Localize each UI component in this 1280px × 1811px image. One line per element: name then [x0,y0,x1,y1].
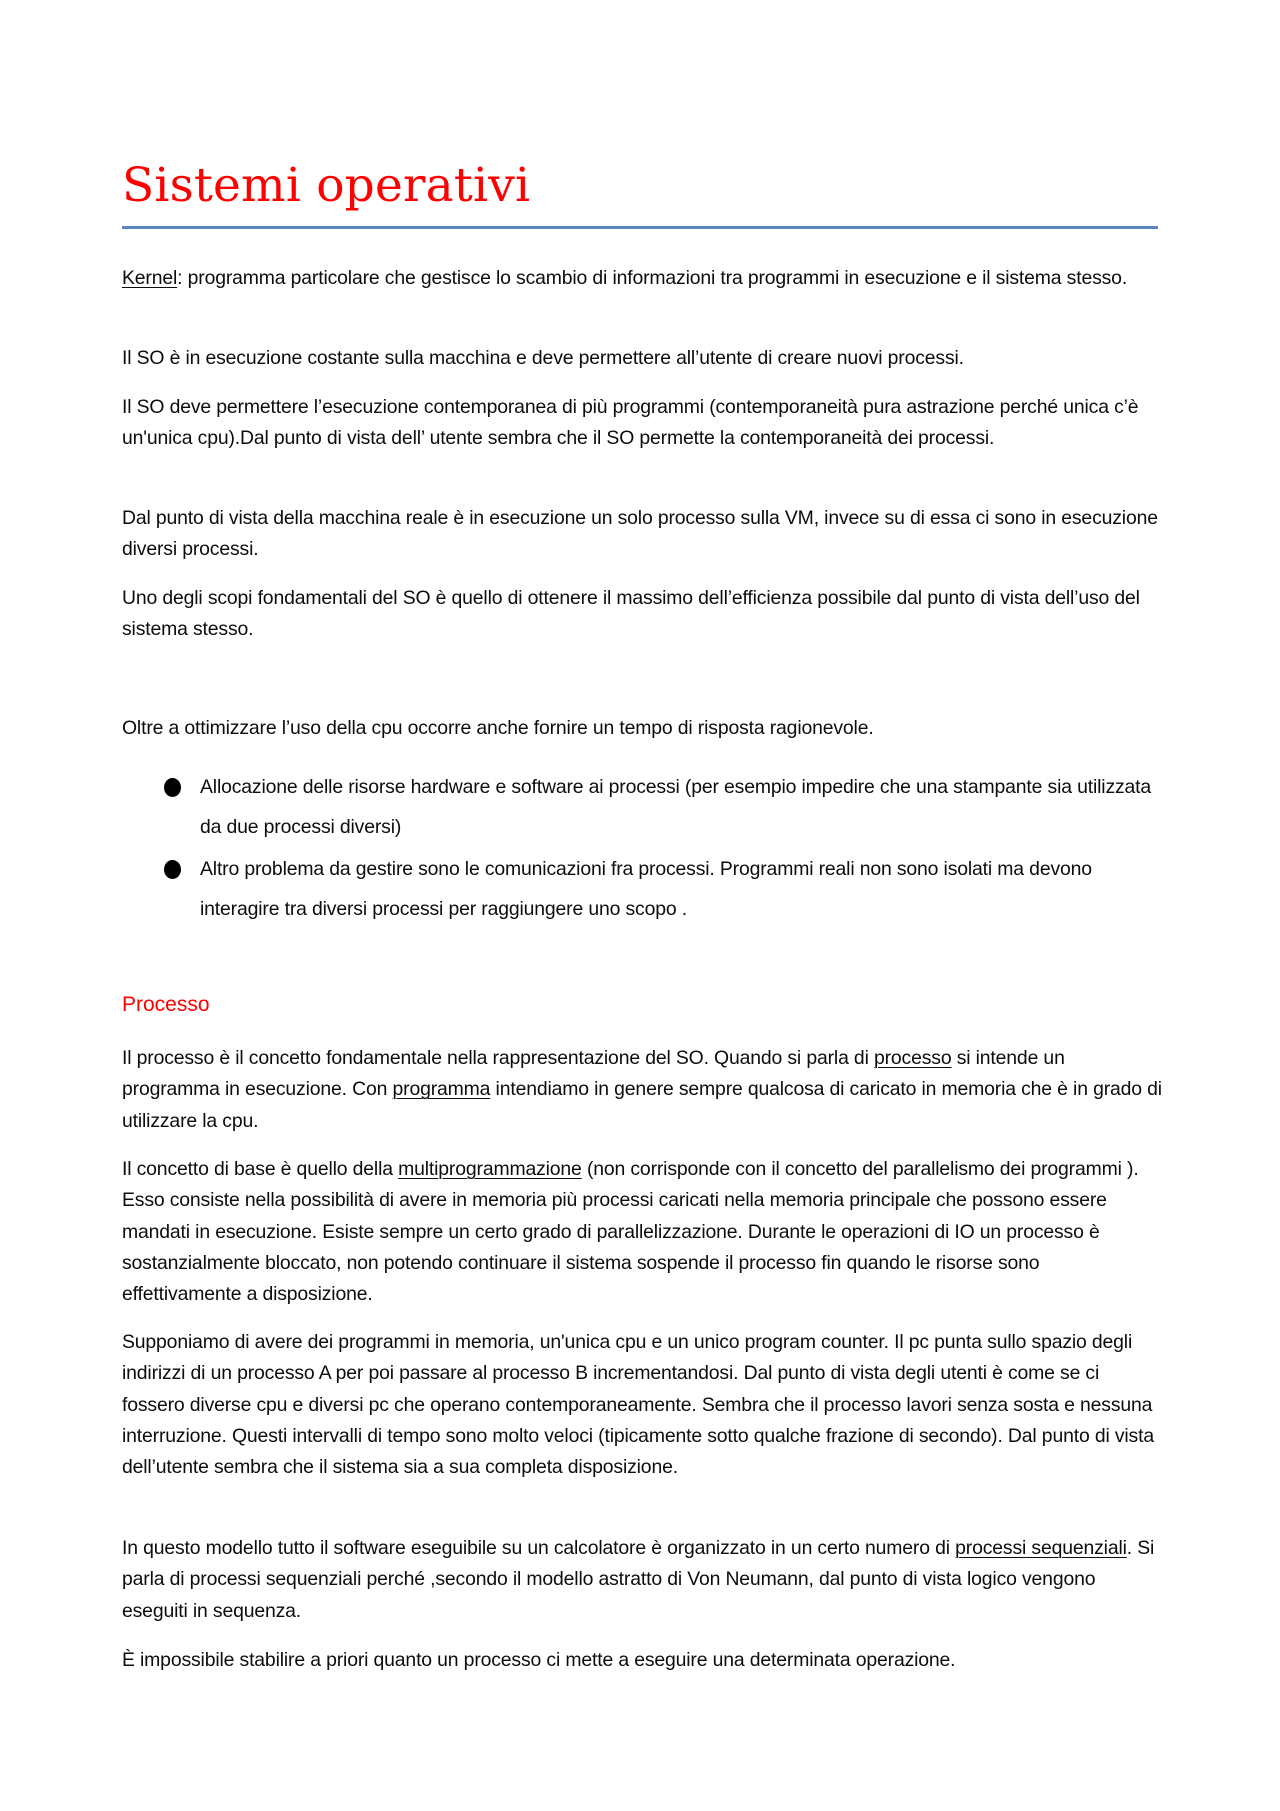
term-multiprogrammazione: multiprogrammazione [398,1158,582,1180]
text-run: Il concetto di base è quello della [122,1158,399,1180]
text-run: In questo modello tutto il software eseguibile su un calcolatore è organizzato in un certo numero di [122,1537,956,1559]
processo-paragraph-2 [122,1154,1162,1310]
intro-paragraph-5: Uno degli scopi fondamentali del SO è quello di ottenere il massimo dell’efficienza possibile dal punto di vista dell’uso del sistema stesso. [122,587,1140,641]
term-processi-sequenziali: processi sequenziali [955,1537,1127,1559]
bullet-list [122,767,1162,931]
intro-paragraph-6: Oltre a ottimizzare l’uso della cpu occorre anche fornire un tempo di risposta ragionevole. [122,717,874,739]
text-run: si intende un programma in esecuzione. Con [122,1047,1065,1101]
kernel-definition-paragraph [122,263,1162,294]
text-run: intendiamo in genere sempre qualcosa di caricato in memoria che è in grado di utilizzare la cpu. [122,1078,1162,1132]
bullet-dot-icon [164,778,181,797]
text-run: Il processo è il concetto fondamentale nella rappresentazione del SO. Quando si parla di [122,1047,874,1069]
intro-paragraph-3: Il SO deve permettere l’esecuzione contemporanea di più programmi (contemporaneità pura astrazione perché unica c’è un'unica cpu).Dal punto di vista dell’ utente sembra che il SO permette la contemporaneità dei processi. [122,396,1139,450]
bullet-item [122,767,1162,847]
bullet-item [122,849,1162,929]
intro-paragraph-4: Dal punto di vista della macchina reale è in esecuzione un solo processo sulla VM, invece su di essa ci sono in esecuzione diversi processi. [122,507,1158,561]
document-title: Sistemi operativi [122,158,531,213]
processo-paragraph-3: Supponiamo di avere dei programmi in memoria, un'unica cpu e un unico program counter. Il pc punta sullo spazio degli indirizzi di un processo A per poi passare al processo B incrementandosi. Dal punto di vista degli utenti è come se ci fossero diverse cpu e diversi pc che operano contemporaneamente. Sembra che il processo lavori senza sosta e nessuna interruzione. Questi intervalli di tempo sono molto veloci (tipicamente sotto qualche frazione di secondo). Dal punto di vista dell’utente sembra che il sistema sia a sua completa disposizione. [122,1331,1154,1479]
term-programma: programma [392,1078,491,1101]
kernel-definition-text: : programma particolare che gestisce lo scambio di informazioni tra programmi in esecuzione e il sistema stesso. [177,267,1128,289]
processo-paragraph-1 [122,1043,1162,1137]
term-processo: processo [873,1047,952,1069]
bullet-dot-icon [164,860,181,879]
bullet-text: Allocazione delle risorse hardware e software ai processi (per esempio impedire che una stampante sia utilizzata da due processi diversi) [200,776,1152,838]
processo-paragraph-5: È impossibile stabilire a priori quanto un processo ci mette a eseguire una determinata operazione. [122,1649,956,1671]
text-run: . Si parla di processi sequenziali perché ,secondo il modello astratto di Von Neumann, dal punto di vista logico vengono eseguiti in sequenza. [122,1537,1155,1622]
kernel-term: Kernel [122,267,178,289]
intro-paragraph-2: Il SO è in esecuzione costante sulla macchina e deve permettere all’utente di creare nuovi processi. [122,347,964,369]
text-run: (non corrisponde con il concetto del parallelismo dei programmi ). Esso consiste nella possibilità di avere in memoria più processi caricati nella memoria principale che possono essere mandati in esecuzione. Esiste sempre un certo grado di parallelizzazione. Durante le operazioni di IO un processo è sostanzialmente bloccato, non potendo continuare il sistema sospende il processo fin quando le risorse sono effettivamente a disposizione. [122,1158,1139,1306]
processo-paragraph-4 [122,1533,1162,1627]
section-heading-processo: Processo [122,993,210,1016]
title-underline-rule [122,226,1158,229]
bullet-text: Altro problema da gestire sono le comunicazioni fra processi. Programmi reali non sono isolati ma devono interagire tra diversi processi per raggiungere uno scopo . [200,858,1092,920]
